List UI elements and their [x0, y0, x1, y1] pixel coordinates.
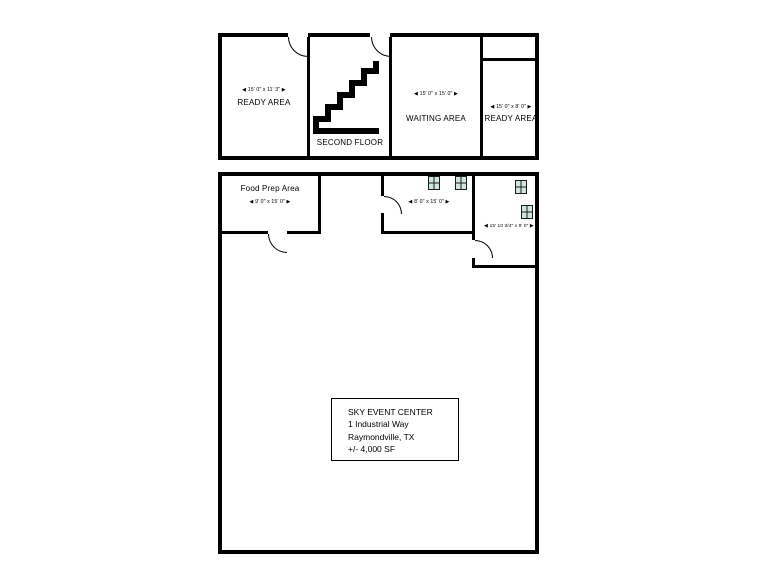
dimension-text: 8' 0" x 15' 0": [414, 199, 444, 205]
door-swing-ready-left: [288, 37, 308, 57]
wall-upper-left: [218, 33, 222, 160]
dimension-arrow-right: ▶: [445, 199, 450, 205]
room-label-ready-area-left: READY AREA: [237, 98, 291, 107]
wall-main-right-upper: [535, 172, 539, 270]
dimension-text: 15' 0" x 11' 3": [247, 87, 281, 93]
room-label-waiting-area: WAITING AREA: [406, 114, 466, 123]
dimension-arrow-left: ◀: [490, 104, 495, 110]
door-swing-foodprep: [268, 234, 287, 253]
dimension-ready-area-left: [226, 88, 302, 93]
door-swing-restroom-right: [475, 240, 493, 258]
title-block-line: 1 Industrial Way: [348, 419, 409, 430]
wall-main-top: [218, 172, 539, 176]
wall-waiting-right-partition: [480, 33, 483, 160]
wall-main-bottom: [218, 550, 539, 554]
dimension-arrow-right: ▶: [453, 91, 459, 97]
room-label-second-floor: SECOND FLOOR: [316, 138, 384, 147]
window-restroom-center-2: [455, 176, 467, 190]
dimension-arrow-left: ◀: [484, 223, 489, 229]
wall-foodprep-right: [318, 172, 321, 234]
dimension-food-prep-area: [232, 200, 308, 205]
dimension-arrow-left: ◀: [249, 199, 254, 205]
dimension-text: 15' 0" x 15' 0": [419, 91, 453, 97]
dimension-arrow-right: ▶: [286, 199, 291, 205]
dimension-arrow-left: ◀: [408, 199, 413, 205]
wall-restroom-center-bottom: [381, 231, 475, 234]
dimension-arrow-right: ▶: [529, 223, 534, 229]
dimension-ready-area-right: [483, 105, 539, 110]
wall-ready-right-top-partition: [480, 58, 539, 61]
dimension-text: 9' 0" x 15' 0": [255, 199, 285, 205]
window-restroom-center-1: [428, 176, 440, 190]
wall-restroom-right-bottom: [472, 265, 539, 268]
title-block-line: Raymondville, TX: [348, 431, 415, 442]
dimension-restroom-right: [478, 224, 540, 230]
title-block-line: +/- 4,000 SF: [348, 443, 396, 454]
wall-main-right-lower: [535, 268, 539, 554]
dimension-text: 15' 10 3/4" x 9' 0": [489, 224, 529, 229]
dimension-arrow-left: ◀: [242, 87, 247, 93]
dimension-text: 15' 0" x 8' 0": [496, 104, 526, 110]
dimension-arrow-right: ▶: [527, 104, 532, 110]
room-label-ready-area-right: READY AREA: [484, 114, 538, 123]
window-restroom-right-1: [515, 180, 527, 194]
dimension-restroom-center: [387, 200, 471, 205]
wall-main-left: [218, 172, 222, 554]
wall-upper-bottom: [218, 156, 539, 160]
door-swing-stair-top: [371, 37, 391, 57]
window-restroom-right-2: [521, 205, 533, 219]
title-block-line: SKY EVENT CENTER: [348, 407, 433, 417]
dimension-arrow-right: ▶: [281, 87, 286, 93]
wall-upper-right: [535, 33, 539, 160]
stair-tread-1: [313, 128, 379, 134]
title-block: [331, 398, 459, 461]
room-label-food-prep-area: Food Prep Area: [240, 184, 300, 193]
stair-landing: [373, 61, 379, 67]
dimension-waiting-area: [398, 92, 474, 97]
dimension-arrow-left: ◀: [413, 91, 419, 97]
